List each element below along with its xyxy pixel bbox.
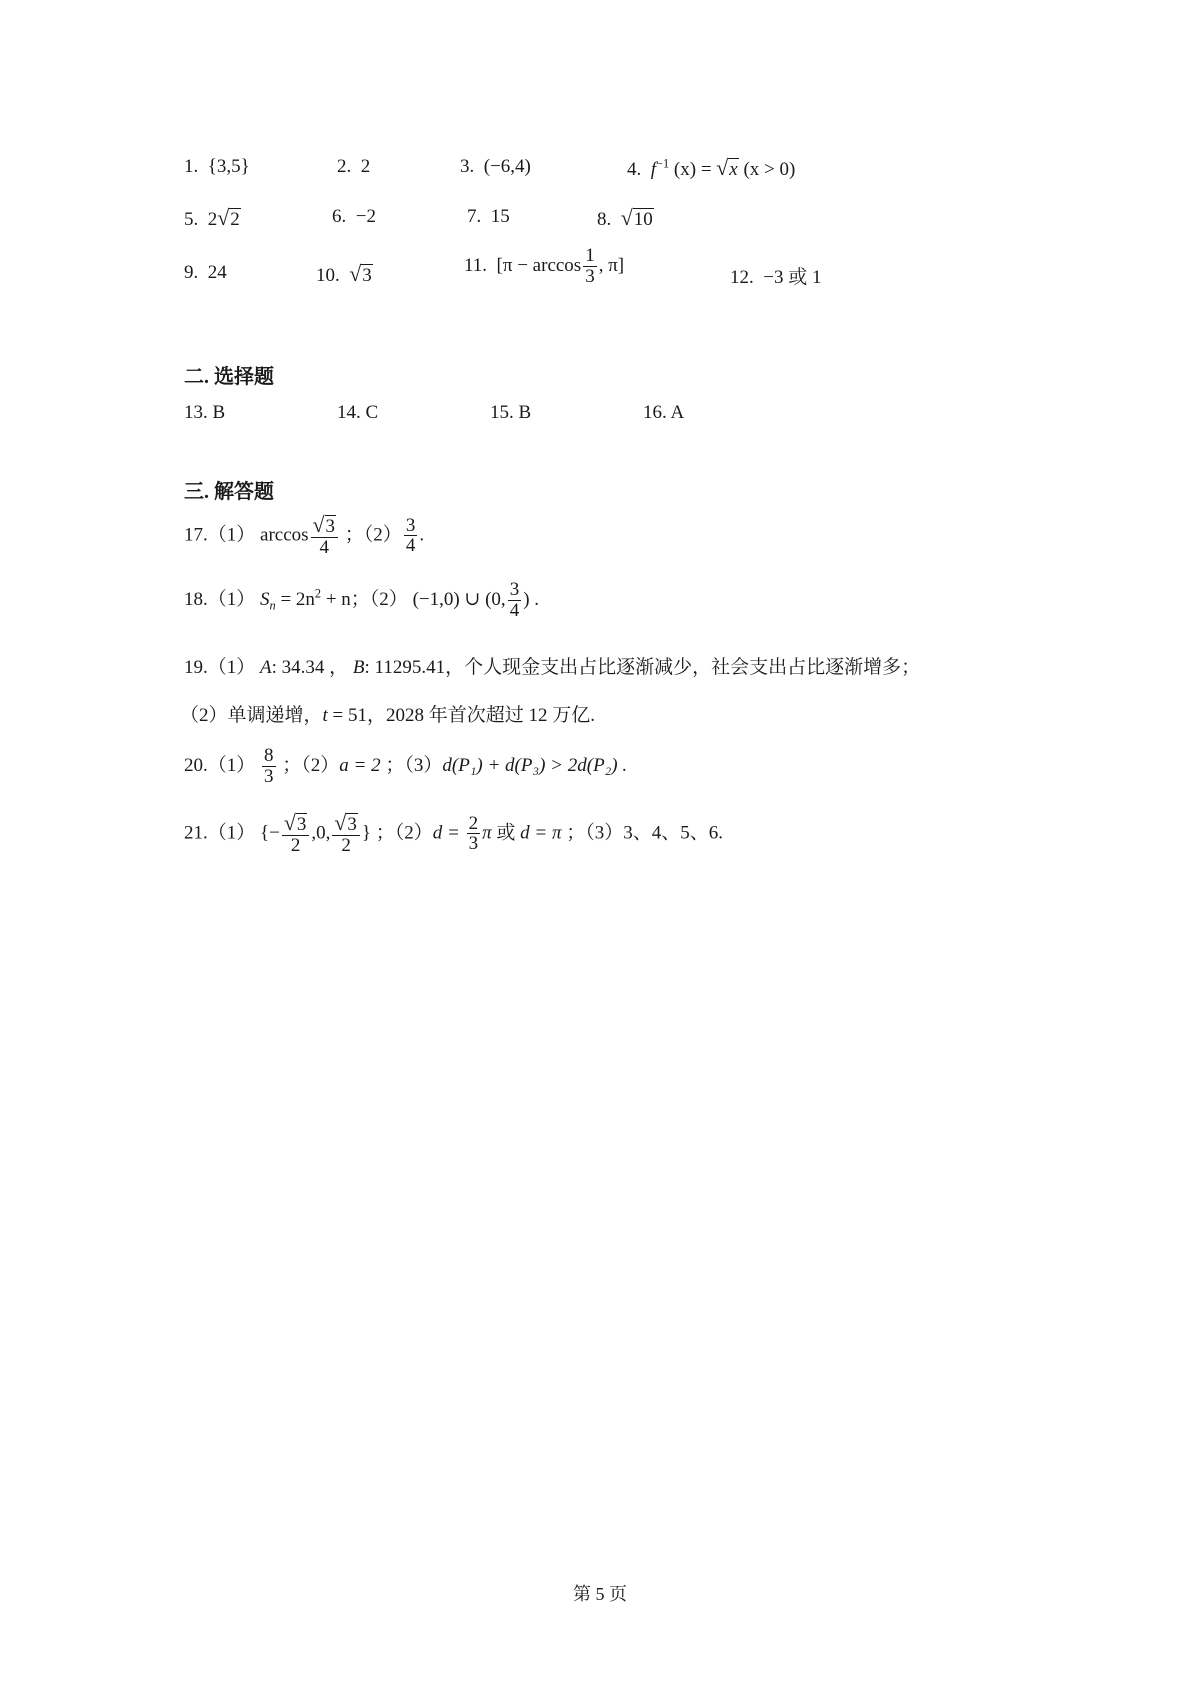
section-2-title: 二. 选择题 <box>184 366 274 388</box>
answer-13: 13. B <box>184 402 226 423</box>
answer-11: 11. [π − arccos $\frac{1}{3}$ , π] <box>464 245 625 287</box>
fraction: $\frac{1}{3}$ <box>585 245 595 287</box>
answer-15: 15. B <box>490 402 532 423</box>
answer-1: 1. {3,5} <box>184 156 250 177</box>
answer-14: 14. C <box>337 402 379 423</box>
answer-21: 21.（1） {− $\frac{√3}{2}$ ,0, $\frac{√3}{2}$ } ；（2）d = $\frac{2}{3}$ π 或 d = π ；（3）3、4、5、6. <box>184 811 723 856</box>
answer-2: 2. 2 <box>337 156 371 177</box>
answer-8: 8. √10 <box>597 206 653 230</box>
answer-9: 9. 24 <box>184 262 227 283</box>
sqrt-x: √x <box>716 156 738 180</box>
answer-10: 10. √3 <box>316 262 372 286</box>
section-3-title: 三. 解答题 <box>184 481 274 503</box>
page-number: 第 5 页 <box>573 1584 627 1604</box>
answer-12: 12. −3 或 1 <box>730 267 822 288</box>
answer-20: 20.（1） $\frac{8}{3}$ ；（2）a = 2 ；（3）d(P₁) + d(P₃) > 2d(P₂) . <box>184 745 628 787</box>
answer-4: 4. $f^{-1}$ (x) = √x (x > 0) <box>627 156 796 180</box>
answer-5: 5. 2√2 <box>184 206 240 230</box>
answer-6: 6. −2 <box>332 206 376 227</box>
answer-3: 3. (−6,4) <box>460 156 531 177</box>
answer-16: 16. A <box>643 402 685 423</box>
answer-19-line-2: （2）单调递增，t = 51，2028 年首次超过 12 万亿. <box>180 705 596 726</box>
answer-19-line-1: 19.（1） A: 34.34 ， B: 11295.41，个人现金支出占比逐渐减少，社会支出占比逐渐增多； <box>184 657 921 678</box>
answer-17: 17.（1） arccos $\frac{√3}{4}$ ；（2） $\frac{3}{4}$ . <box>184 513 425 558</box>
answer-7: 7. 15 <box>467 206 510 227</box>
answer-18: 18.（1） $S_n = 2n^2 + n$；（2） (−1,0) ∪ (0, $\frac{3}{4}$ ) . <box>184 579 540 621</box>
